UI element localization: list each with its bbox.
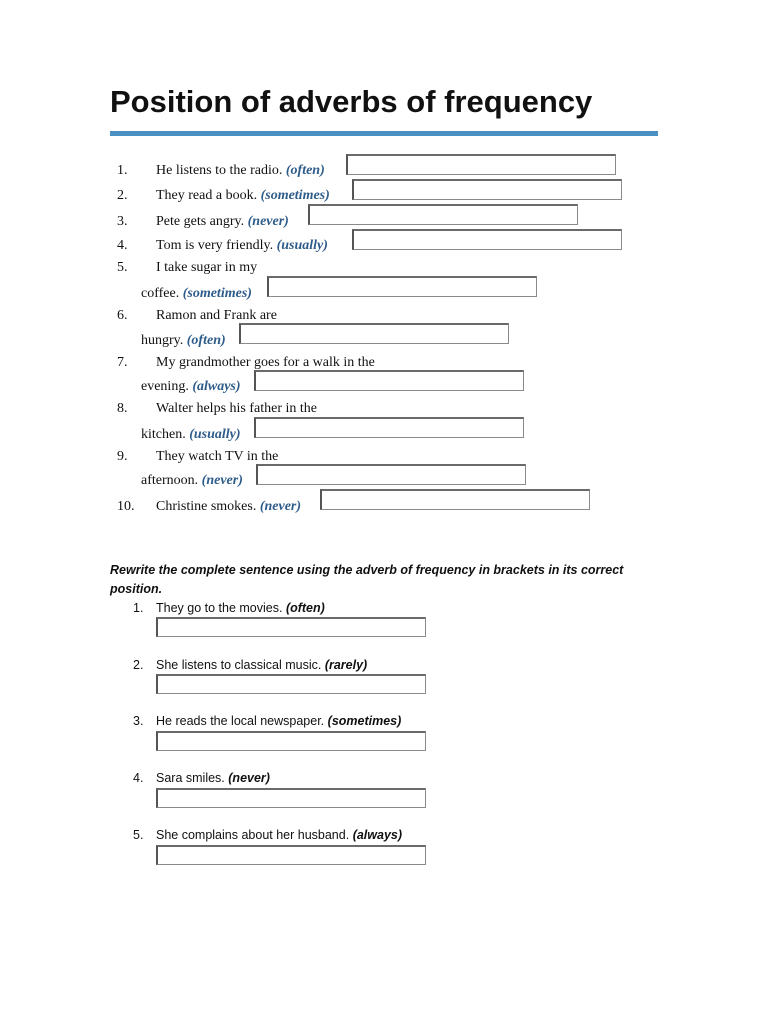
answer-field-5[interactable] — [267, 276, 537, 297]
item-number: 9. — [117, 449, 128, 464]
item-number: 6. — [117, 308, 128, 323]
page-title: Position of adverbs of frequency — [110, 84, 593, 119]
item-number: 7. — [117, 355, 128, 370]
item-hint: (often) — [285, 163, 325, 178]
item-sentence: They read a book. (sometimes) — [156, 188, 330, 203]
rewrite-field-3[interactable] — [156, 731, 426, 751]
item-hint: (sometimes) — [327, 714, 402, 728]
answer-field-10[interactable] — [320, 489, 590, 510]
answer-field-4[interactable] — [352, 229, 622, 250]
item-number: 3. — [133, 714, 144, 728]
answer-field-7[interactable] — [254, 370, 524, 391]
item-sentence-line2: hungry. (often) — [141, 333, 226, 348]
item-sentence-line2: evening. (always) — [141, 379, 241, 394]
item-number: 2. — [133, 658, 144, 672]
item-hint: (often) — [186, 333, 226, 348]
item-hint: (never) — [201, 473, 243, 488]
item-sentence: Sara smiles. (never) — [156, 771, 270, 785]
answer-field-2[interactable] — [352, 179, 622, 200]
item-hint: (always) — [192, 379, 241, 394]
item-number: 4. — [117, 238, 128, 253]
item-sentence-line2: coffee. (sometimes) — [141, 286, 252, 301]
rewrite-field-1[interactable] — [156, 617, 426, 637]
answer-field-9[interactable] — [256, 464, 526, 485]
item-hint: (usually) — [189, 427, 241, 442]
item-hint: (often) — [285, 601, 325, 615]
item-sentence: Christine smokes. (never) — [156, 499, 302, 514]
title-underline — [110, 131, 658, 136]
exercise-2-instructions: Rewrite the complete sentence using the adverb of frequency in brackets in its correct position. — [110, 563, 624, 596]
item-hint: (never) — [228, 771, 270, 785]
answer-field-8[interactable] — [254, 417, 524, 438]
answer-field-3[interactable] — [308, 204, 578, 225]
item-sentence: He reads the local newspaper. (sometimes) — [156, 714, 402, 728]
item-hint: (sometimes) — [182, 286, 252, 301]
item-number: 1. — [117, 163, 128, 178]
item-number: 4. — [133, 771, 144, 785]
item-sentence-line1: Ramon and Frank are — [156, 308, 277, 323]
rewrite-field-4[interactable] — [156, 788, 426, 808]
item-number: 10. — [117, 499, 135, 514]
item-hint: (always) — [352, 828, 403, 842]
item-sentence-line1: I take sugar in my — [156, 260, 258, 275]
item-number: 1. — [133, 601, 144, 615]
item-hint: (sometimes) — [260, 188, 330, 203]
rewrite-field-5[interactable] — [156, 845, 426, 865]
item-number: 5. — [117, 260, 128, 275]
item-sentence-line2: kitchen. (usually) — [141, 427, 241, 442]
item-sentence: Pete gets angry. (never) — [156, 214, 289, 229]
item-sentence: She listens to classical music. (rarely) — [156, 658, 368, 672]
item-hint: (never) — [247, 214, 289, 229]
item-number: 8. — [117, 401, 128, 416]
item-sentence: Tom is very friendly. (usually) — [156, 238, 328, 253]
item-hint: (rarely) — [324, 658, 368, 672]
item-sentence: She complains about her husband. (always) — [156, 828, 403, 842]
item-sentence-line2: afternoon. (never) — [141, 473, 243, 488]
rewrite-field-2[interactable] — [156, 674, 426, 694]
item-number: 2. — [117, 188, 128, 203]
item-sentence-line1: My grandmother goes for a walk in the — [156, 355, 375, 370]
answer-field-1[interactable] — [346, 154, 616, 175]
item-sentence: They go to the movies. (often) — [156, 601, 325, 615]
item-sentence-line1: They watch TV in the — [156, 449, 279, 464]
item-number: 5. — [133, 828, 144, 842]
item-number: 3. — [117, 214, 128, 229]
item-hint: (never) — [259, 499, 302, 514]
item-hint: (usually) — [276, 238, 328, 253]
item-sentence: He listens to the radio. (often) — [156, 163, 325, 178]
item-sentence-line1: Walter helps his father in the — [156, 401, 317, 416]
answer-field-6[interactable] — [239, 323, 509, 344]
